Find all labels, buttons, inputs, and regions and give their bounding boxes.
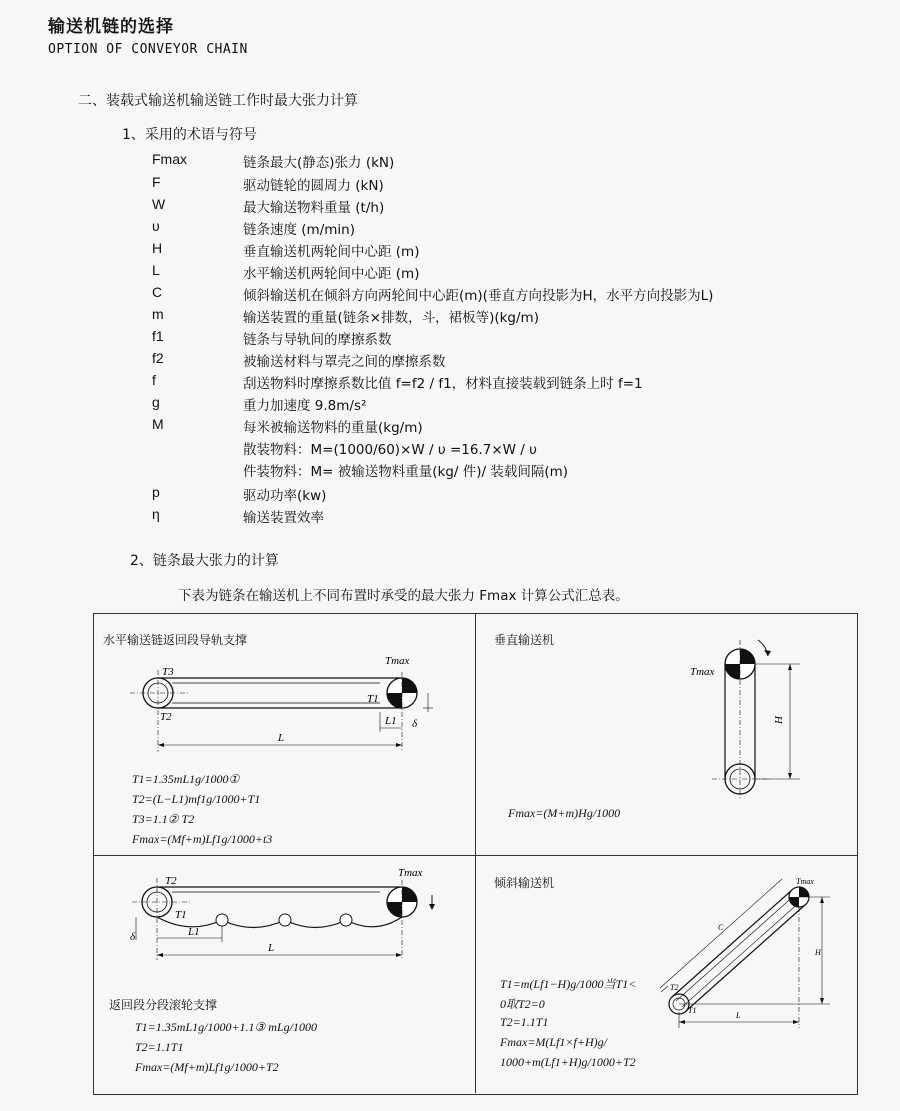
term-definition: 链条与导轨间的摩擦系数 [243, 332, 392, 348]
label-h: H [773, 716, 785, 724]
term-symbol: M [152, 416, 164, 432]
label-t2: T2 [160, 711, 172, 723]
term-symbol: g [152, 394, 160, 410]
formula-line-3: T2=1.1T1 [500, 1015, 549, 1029]
term-symbol: H [152, 240, 163, 256]
formula-t3: T3=1.1② T2 [132, 812, 195, 826]
section-heading: 二、装载式输送机输送链工作时最大张力计算 [78, 93, 358, 109]
page-title: 输送机链的选择 [48, 17, 174, 37]
term-symbol: f1 [152, 328, 164, 344]
label-t2: T2 [670, 983, 679, 992]
table-intro: 下表为链条在输送机上不同布置时承受的最大张力 Fmax 计算公式汇总表。 [178, 588, 629, 604]
term-symbol: f [152, 372, 156, 388]
formula-t1: T1=1.35mL1g/1000+1.1③ mLg/1000 [135, 1020, 317, 1034]
cell-inclined-caption: 倾斜输送机 [494, 876, 555, 890]
formula-line-4: Fmax=M(Lf1×f+H)g/ [500, 1035, 607, 1049]
term-definition: 每米被输送物料的重量(kg/m) [243, 420, 423, 436]
label-tmax: Tmax [385, 655, 410, 667]
term-definition: 散装物料：M=(1000/60)×W / υ =16.7×W / υ [243, 442, 537, 458]
formula-fmax: Fmax=(M+m)Hg/1000 [508, 806, 621, 820]
label-t1: T1 [367, 693, 379, 705]
term-symbol: Fmax [152, 151, 187, 167]
formula-t2: T2=(L−L1)mf1g/1000+T1 [132, 792, 261, 806]
cell-roller-caption: 返回段分段滚轮支撑 [109, 998, 218, 1012]
term-symbol: m [152, 306, 164, 322]
term-definition: 驱动功率(kw) [243, 488, 327, 504]
term-definition: 输送装置的重量(链条×排数，斗，裙板等)(kg/m) [243, 310, 539, 326]
cell-horizontal-guide-caption: 水平输送链返回段导轨支撑 [103, 633, 248, 647]
label-l1: L1 [188, 926, 200, 938]
term-symbol: η [152, 506, 160, 522]
term-definition: 链条速度 (m/min) [243, 222, 355, 238]
term-definition: 输送装置效率 [243, 510, 324, 526]
term-definition: 垂直输送机两轮间中心距 (m) [243, 244, 420, 260]
term-symbol: υ [152, 218, 160, 234]
formula-t1: T1=1.35mL1g/1000① [132, 772, 240, 786]
label-t2: T2 [165, 875, 177, 887]
label-delta: δ [130, 931, 136, 943]
formula-line-5: 1000+m(Lf1+H)g/1000+T2 [500, 1055, 636, 1069]
term-symbol: L [152, 262, 160, 278]
term-symbol: C [152, 284, 163, 300]
term-symbol: W [152, 196, 166, 212]
label-t1: T1 [688, 1006, 697, 1015]
formula-line-2: 0取T2=0 [500, 997, 545, 1011]
term-definition: 水平输送机两轮间中心距 (m) [243, 266, 420, 282]
term-definition: 被输送材料与罩壳之间的摩擦系数 [243, 354, 446, 370]
formula-fmax: Fmax=(Mf+m)Lf1g/1000+t3 [132, 832, 273, 846]
label-h: H [815, 948, 821, 957]
label-c: C [718, 923, 724, 932]
term-symbol: p [152, 484, 160, 500]
subsection-terms-heading: 1、采用的术语与符号 [122, 127, 257, 143]
page-subtitle: OPTION OF CONVEYOR CHAIN [48, 42, 248, 57]
subsection-calc-heading: 2、链条最大张力的计算 [130, 553, 279, 569]
term-definition: 刮送物料时摩擦系数比值 f=f2 / f1，材料直接装载到链条上时 f=1 [243, 376, 643, 392]
term-definition: 链条最大(静态)张力 (kN) [243, 155, 395, 171]
term-definition: 件装物料：M= 被输送物料重量(kg/ 件)/ 装载间隔(m) [243, 464, 569, 480]
formula-line-1: T1=m(Lf1−H)g/1000当T1< [500, 977, 637, 991]
term-symbol: F [152, 174, 161, 190]
label-l: L [736, 1011, 741, 1020]
formula-t2: T2=1.1T1 [135, 1040, 184, 1054]
label-tmax: Tmax [796, 877, 814, 886]
term-definition: 倾斜输送机在倾斜方向两轮间中心距(m)(垂直方向投影为H，水平方向投影为L) [243, 288, 714, 304]
term-definition: 驱动链轮的圆周力 (kN) [243, 178, 384, 194]
label-tmax: Tmax [690, 666, 715, 678]
label-l: L [278, 732, 285, 744]
label-l: L [268, 942, 275, 954]
term-symbol: f2 [152, 350, 164, 366]
cell-vertical-caption: 垂直输送机 [494, 633, 555, 647]
label-l1: L1 [385, 715, 397, 727]
label-tmax: Tmax [398, 867, 423, 879]
label-t3: T3 [162, 666, 174, 678]
term-definition: 最大输送物料重量 (t/h) [243, 200, 385, 216]
term-definition: 重力加速度 9.8m/s² [243, 398, 367, 414]
label-delta: δ [412, 718, 418, 730]
label-t1: T1 [175, 909, 187, 921]
formula-fmax: Fmax=(Mf+m)Lf1g/1000+T2 [135, 1060, 279, 1074]
